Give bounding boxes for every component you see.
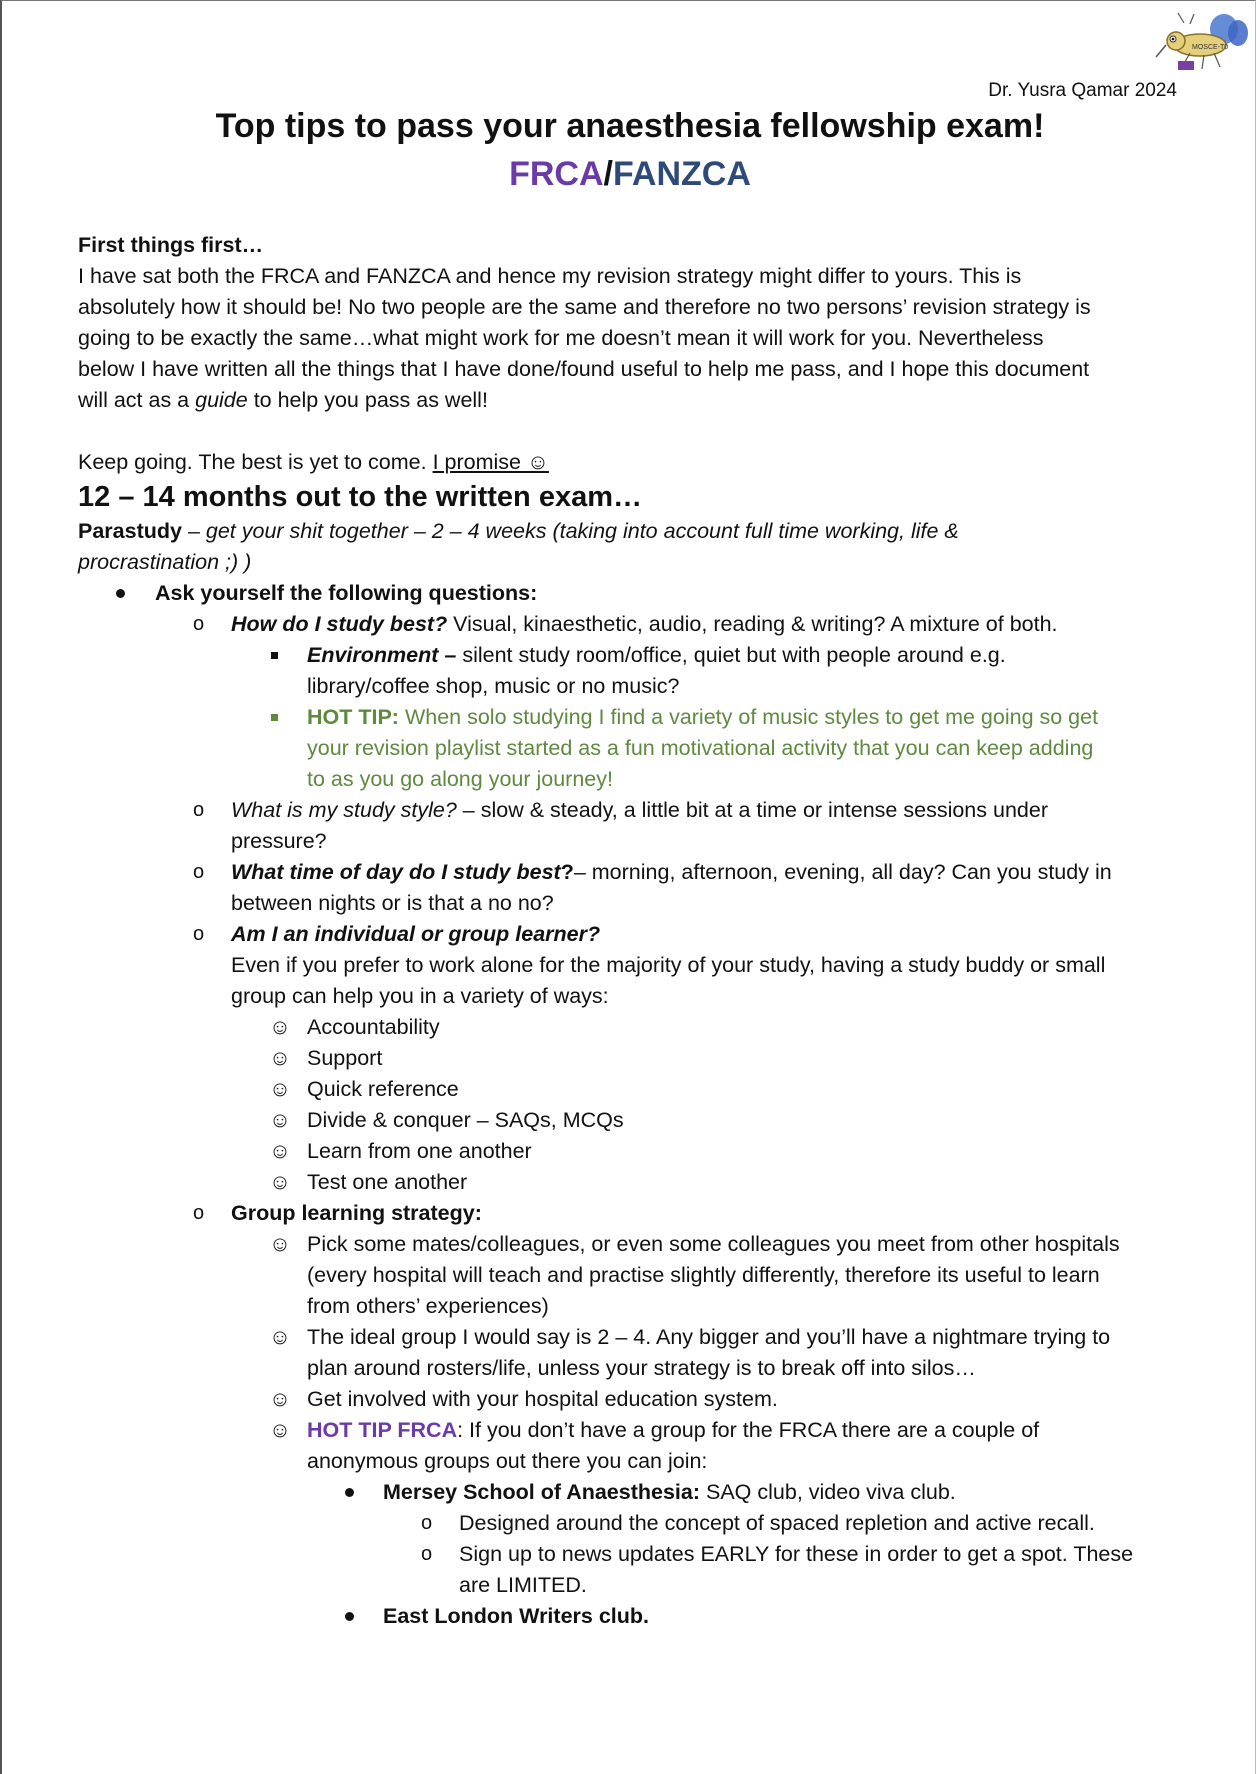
bullet-dot-icon bbox=[116, 589, 125, 598]
list-item-continuation: library/coffee shop, music or no music? bbox=[307, 674, 680, 698]
circle-bullet-icon: o bbox=[193, 861, 205, 883]
strategy-item: ☺ HOT TIP FRCA: If you don’t have a group for the FRCA there are a couple of bbox=[78, 1415, 1188, 1446]
page-subtitle bbox=[2, 155, 1256, 194]
list-item: Ask yourself the following questions: bbox=[78, 578, 1188, 609]
list-item-continuation: plan around rosters/life, unless your strategy is to break off into silos… bbox=[307, 1356, 976, 1380]
parastudy-line: procrastination ;) ) bbox=[78, 550, 252, 574]
smiley-icon: ☺ bbox=[269, 1170, 291, 1194]
list-item-continuation: from others’ experiences) bbox=[307, 1294, 549, 1318]
subtitle-fanzca: FANZCA bbox=[613, 155, 751, 193]
circle-bullet-icon: o bbox=[193, 799, 205, 821]
intro-line: I have sat both the FRCA and FANZCA and hence my revision strategy might differ to yours. This is bbox=[78, 264, 1022, 288]
circle-bullet-icon: o bbox=[193, 613, 205, 635]
strategy-item: ☺ The ideal group I would say is 2 – 4. Any bigger and you’ll have a nightmare trying to bbox=[78, 1322, 1188, 1353]
list-item-continuation: (every hospital will teach and practise slightly differently, therefore its useful to learn bbox=[307, 1263, 1100, 1287]
intro-line: going to be exactly the same…what might work for me doesn’t mean it will work for you. Nevertheless bbox=[78, 326, 1044, 350]
intro-heading: First things first… bbox=[78, 233, 264, 257]
hot-tip-frca-label: HOT TIP FRCA bbox=[307, 1418, 458, 1442]
intro-line: absolutely how it should be! No two people are the same and therefore no two persons’ revision strategy is bbox=[78, 295, 1091, 319]
smiley-icon: ☺ bbox=[269, 1387, 291, 1411]
list-item-continuation: Even if you prefer to work alone for the majority of your study, having a study buddy or small bbox=[231, 953, 1106, 977]
circle-bullet-icon: o bbox=[193, 1202, 205, 1224]
smiley-icon: ☺ bbox=[269, 1139, 291, 1163]
list-item: o Group learning strategy: bbox=[78, 1198, 1188, 1229]
author-credit: Dr. Yusra Qamar 2024 bbox=[988, 80, 1177, 101]
benefit-item: ☺ Test one another bbox=[78, 1167, 1188, 1198]
svg-text:MOSCE-T0: MOSCE-T0 bbox=[1192, 44, 1229, 51]
list-item: o What time of day do I study best?– morning, afternoon, evening, all day? Can you study in bbox=[78, 857, 1188, 888]
list-item-continuation: anonymous groups out there you can join: bbox=[307, 1449, 708, 1473]
smiley-icon: ☺ bbox=[269, 1325, 291, 1349]
list-item-continuation: your revision playlist started as a fun motivational activity that you can keep adding bbox=[307, 736, 1094, 760]
mosquito-logo bbox=[1154, 11, 1250, 73]
circle-bullet-icon: o bbox=[193, 923, 205, 945]
strategy-item: ☺ Get involved with your hospital education system. bbox=[78, 1384, 1188, 1415]
page-title: Top tips to pass your anaesthesia fellowship exam! bbox=[215, 107, 1045, 145]
smiley-icon: ☺ bbox=[269, 1015, 291, 1039]
square-bullet-icon bbox=[271, 714, 278, 721]
smiley-icon: ☺ bbox=[269, 1108, 291, 1132]
resource-detail: o Sign up to news updates EARLY for these in order to get a spot. These bbox=[78, 1539, 1188, 1570]
list-item-continuation: between nights or is that a no no? bbox=[231, 891, 554, 915]
benefit-item: ☺ Quick reference bbox=[78, 1074, 1188, 1105]
smiley-icon: ☺ bbox=[269, 1046, 291, 1070]
section-heading: 12 – 14 months out to the written exam… bbox=[78, 481, 642, 513]
benefit-item: ☺ Support bbox=[78, 1043, 1188, 1074]
promise-text: I promise ☺ bbox=[432, 450, 549, 474]
list-item-continuation: are LIMITED. bbox=[459, 1573, 587, 1597]
smiley-icon: ☺ bbox=[269, 1077, 291, 1101]
square-bullet-icon bbox=[271, 652, 278, 659]
smiley-icon: ☺ bbox=[269, 1232, 291, 1256]
encouragement-line: Keep going. The best is yet to come. I promise ☺ bbox=[78, 450, 549, 474]
circle-bullet-icon: o bbox=[421, 1543, 433, 1565]
parastudy-line: Parastudy – get your shit together – 2 – 4 weeks (taking into account full time working, life & bbox=[78, 519, 959, 543]
intro-line: will act as a guide to help you pass as well! bbox=[78, 388, 488, 412]
list-item-continuation: pressure? bbox=[231, 829, 327, 853]
list-item-continuation: group can help you in a variety of ways: bbox=[231, 984, 609, 1008]
intro-line: below I have written all the things that I have done/found useful to help me pass, and I hope this document bbox=[78, 357, 1090, 381]
benefit-item: ☺ Divide & conquer – SAQs, MCQs bbox=[78, 1105, 1188, 1136]
subtitle-separator: / bbox=[603, 155, 613, 193]
list-item: Environment – silent study room/office, quiet but with people around e.g. bbox=[78, 640, 1188, 671]
resource-item: Mersey School of Anaesthesia: SAQ club, video viva club. bbox=[78, 1477, 1188, 1508]
smiley-icon: ☺ bbox=[269, 1418, 291, 1442]
list-item: o What is my study style? – slow & steady, a little bit at a time or intense sessions under bbox=[78, 795, 1188, 826]
resource-detail: o Designed around the concept of spaced repletion and active recall. bbox=[78, 1508, 1188, 1539]
hot-tip-item: HOT TIP: When solo studying I find a variety of music styles to get me going so get bbox=[78, 702, 1188, 733]
list-item-continuation: to as you go along your journey! bbox=[307, 767, 613, 791]
bullet-dot-icon bbox=[345, 1612, 354, 1621]
bullet-dot-icon bbox=[345, 1488, 354, 1497]
strategy-item: ☺ Pick some mates/colleagues, or even some colleagues you meet from other hospitals bbox=[78, 1229, 1188, 1260]
list-item: o Am I an individual or group learner? bbox=[78, 919, 1188, 950]
document-body bbox=[78, 230, 1188, 1632]
circle-bullet-icon: o bbox=[421, 1512, 433, 1534]
benefit-item: ☺ Learn from one another bbox=[78, 1136, 1188, 1167]
subtitle-frca: FRCA bbox=[509, 155, 604, 193]
benefit-item: ☺ Accountability bbox=[78, 1012, 1188, 1043]
resource-item: East London Writers club. bbox=[78, 1601, 1188, 1632]
list-item: o How do I study best? Visual, kinaesthetic, audio, reading & writing? A mixture of both. bbox=[78, 609, 1188, 640]
